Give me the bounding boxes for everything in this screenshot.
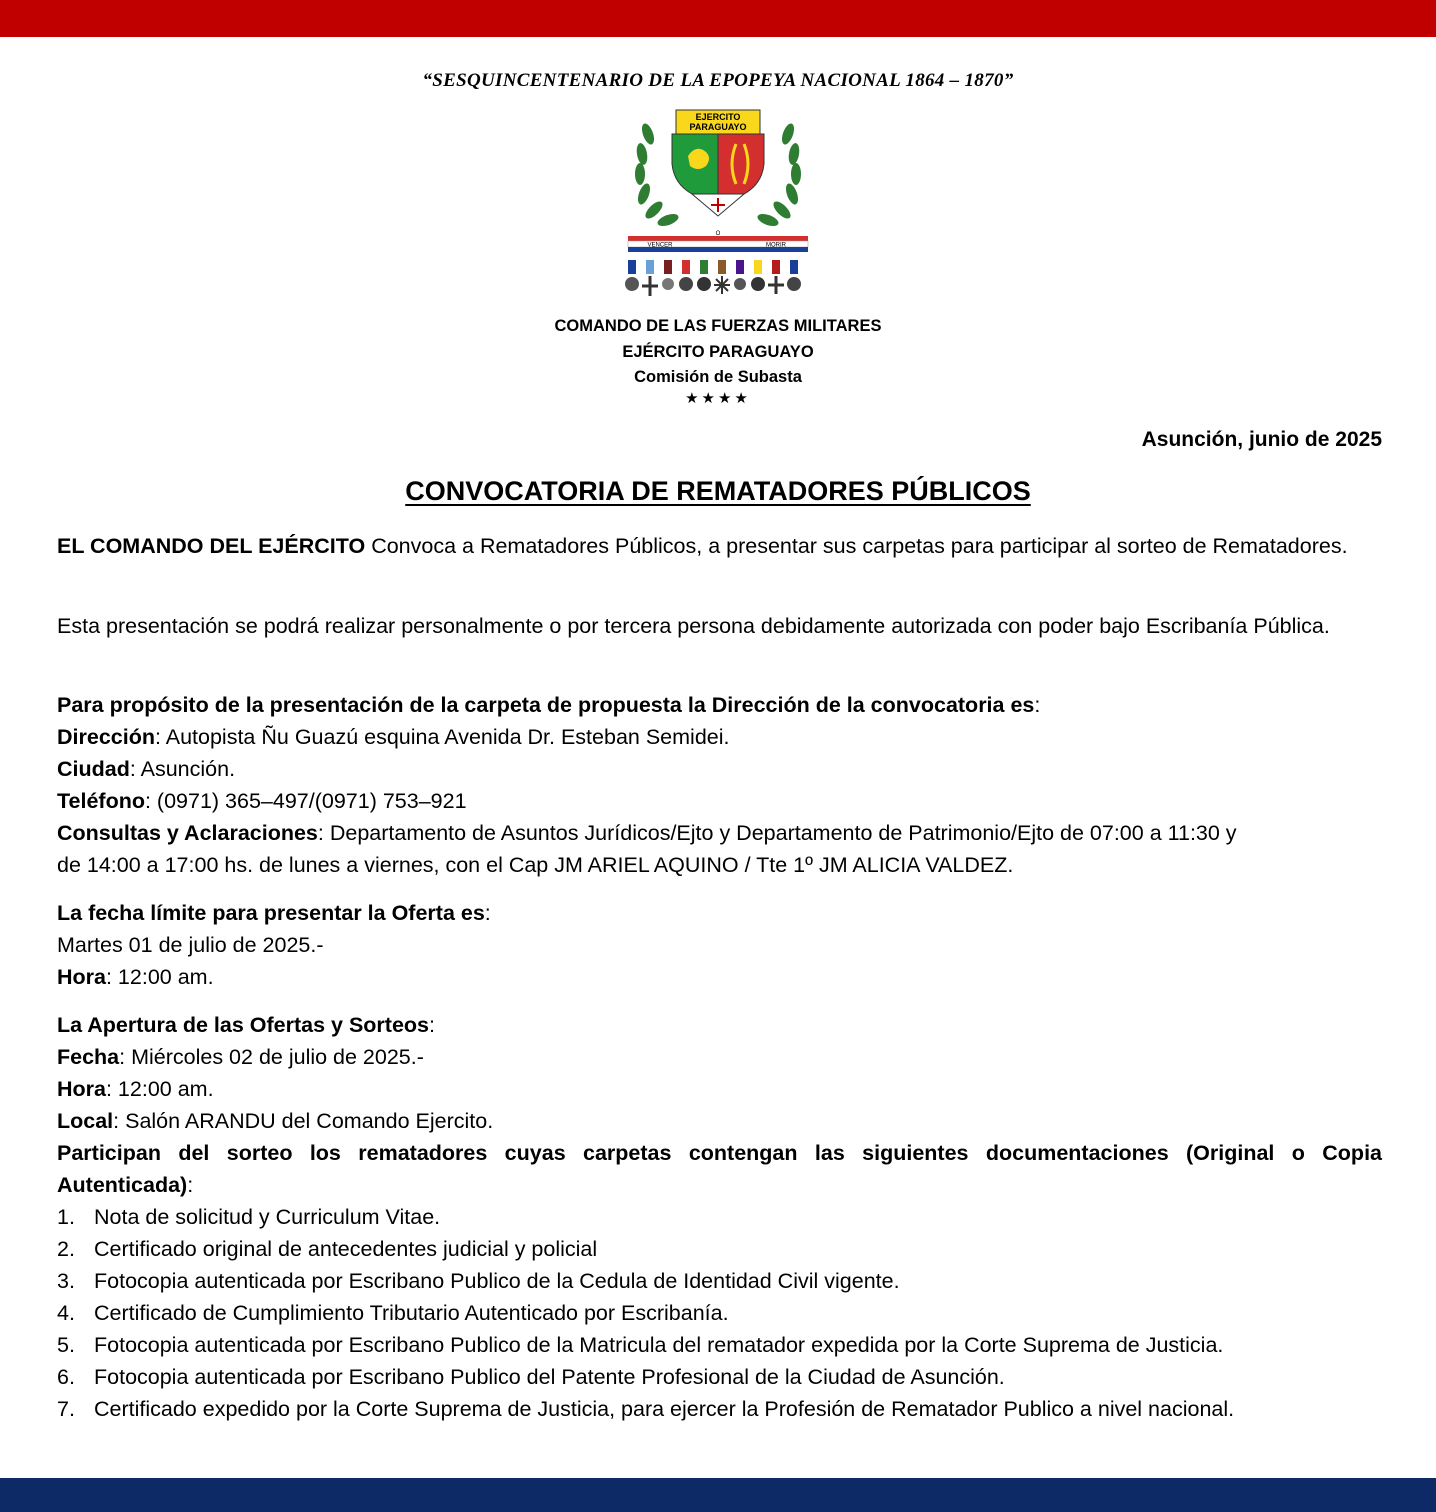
list-item-text: Certificado expedido por la Corte Suprema de Justicia, para ejercer la Profesión de Rematador Publico a nivel nacional. [94,1397,1235,1421]
opening-local-line [57,1105,1382,1137]
telefono-label: Teléfono [57,789,145,813]
list-item-number: 7. [57,1397,75,1421]
opening-hora-value: : 12:00 am. [105,1077,214,1101]
list-item-text: Nota de solicitud y Curriculum Vitae. [94,1205,441,1229]
direccion-line [57,721,1382,753]
requirements-colon: : [187,1173,194,1197]
ciudad-label: Ciudad [57,757,130,781]
stars: ★★★★ [685,390,751,407]
deadline-date: Martes 01 de julio de 2025.- [57,933,324,957]
opening-fecha-label: Fecha [57,1045,120,1069]
opening-hora-label: Hora [57,1077,106,1101]
opening-heading-text: La Apertura de las Ofertas y Sorteos [57,1013,429,1037]
list-item [57,1361,1382,1393]
list-item-text: Fotocopia autenticada por Escribano Publico de la Cedula de Identidad Civil vigente. [94,1269,900,1293]
document-title: CONVOCATORIA DE REMATADORES PÚBLICOS [405,476,1031,506]
list-item-number: 3. [57,1269,75,1293]
direccion-value: : Autopista Ñu Guazú esquina Avenida Dr. Esteban Semidei. [154,725,730,749]
telefono-line [57,785,1382,817]
presentation-paragraph: Esta presentación se podrá realizar personalmente o por tercera persona debidamente autorizada con poder bajo Escribanía Pública. [57,614,1330,638]
emblem-text-right: MORIR [766,242,786,249]
svg-text:PARAGUAYO: PARAGUAYO [689,122,747,132]
motto: “SESQUINCENTENARIO DE LA EPOPEYA NACIONAL 1864 – 1870” [422,70,1014,91]
consultas-label: Consultas y Aclaraciones [57,821,318,845]
consultas-value-1: : Departamento de Asuntos Jurídicos/Ejto y Departamento de Patrimonio/Ejto de 07:00 a 11:30 y [317,821,1237,845]
list-item-number: 1. [57,1205,75,1229]
list-item-text: Fotocopia autenticada por Escribano Publico del Patente Profesional de la Ciudad de Asunción. [94,1365,1005,1389]
direccion-label: Dirección [57,725,155,749]
list-item [57,1297,1382,1329]
list-item-text: Certificado original de antecedentes judicial y policial [94,1237,598,1261]
opening-local-value: : Salón ARANDU del Comando Ejercito. [113,1109,494,1133]
requirements-heading-2 [57,1169,1382,1201]
emblem-text-mid: O [715,231,721,237]
requirements-heading-1: Participan del sorteo los rematadores cuyas carpetas contengan las siguientes documentaciones (Original o Copia [57,1141,1382,1165]
ciudad-value: : Asunción. [129,757,236,781]
ciudad-line [57,753,1382,785]
list-item-number: 5. [57,1333,75,1357]
bottom-color-band [0,1478,1436,1512]
list-item-number: 4. [57,1301,75,1325]
intro-bold: EL COMANDO DEL EJÉRCITO [57,534,366,558]
opening-fecha-line [57,1041,1382,1073]
list-item [57,1329,1382,1361]
consultas-line-2: de 14:00 a 17:00 hs. de lunes a viernes, con el Cap JM ARIEL AQUINO / Tte 1º JM ALICIA VALDEZ. [57,853,1014,877]
opening-hora-line [57,1073,1382,1105]
emblem-text-left: VENCER [647,242,673,249]
army-emblem-logo [618,104,818,304]
address-heading-text: Para propósito de la presentación de la carpeta de propuesta la Dirección de la convocatoria es [57,693,1035,717]
opening-local-label: Local [57,1109,114,1133]
deadline-hora-line [57,961,1382,993]
telefono-value: : (0971) 365–497/(0971) 753–921 [144,789,467,813]
list-item-number: 2. [57,1237,75,1261]
org-line-2: EJÉRCITO PARAGUAYO [622,343,814,361]
medals-icon [625,260,801,296]
intro-text: Convoca a Rematadores Públicos, a presentar sus carpetas para participar al sorteo de Rematadores. [365,534,1348,558]
address-heading: Para propósito de la presentación de la carpeta de propuesta la Dirección de la convocatoria es: [57,693,1041,717]
deadline-hora-value: : 12:00 am. [105,965,214,989]
top-color-band [0,0,1436,37]
list-item [57,1201,1382,1233]
consultas-line-1 [57,817,1382,849]
org-line-1: COMANDO DE LAS FUERZAS MILITARES [554,317,882,335]
requirements-heading-2-text: Autenticada) [57,1173,188,1197]
intro-paragraph [57,530,1382,562]
deadline-heading-text: La fecha límite para presentar la Oferta es [57,901,485,925]
list-item-text: Fotocopia autenticada por Escribano Publico de la Matricula del rematador expedida por la Corte Suprema de Justicia. [94,1333,1224,1357]
svg-text:EJERCITO: EJERCITO [695,112,741,122]
list-item [57,1265,1382,1297]
document-date: Asunción, junio de 2025 [1141,428,1382,451]
opening-fecha-value: : Miércoles 02 de julio de 2025.- [119,1045,424,1069]
opening-heading: La Apertura de las Ofertas y Sorteos: [57,1013,435,1037]
org-line-3: Comisión de Subasta [634,368,802,386]
list-item-number: 6. [57,1365,75,1389]
deadline-hora-label: Hora [57,965,106,989]
list-item [57,1233,1382,1265]
deadline-heading: La fecha límite para presentar la Oferta es: [57,901,491,925]
list-item [57,1393,1382,1425]
list-item-text: Certificado de Cumplimiento Tributario Autenticado por Escribanía. [94,1301,729,1325]
